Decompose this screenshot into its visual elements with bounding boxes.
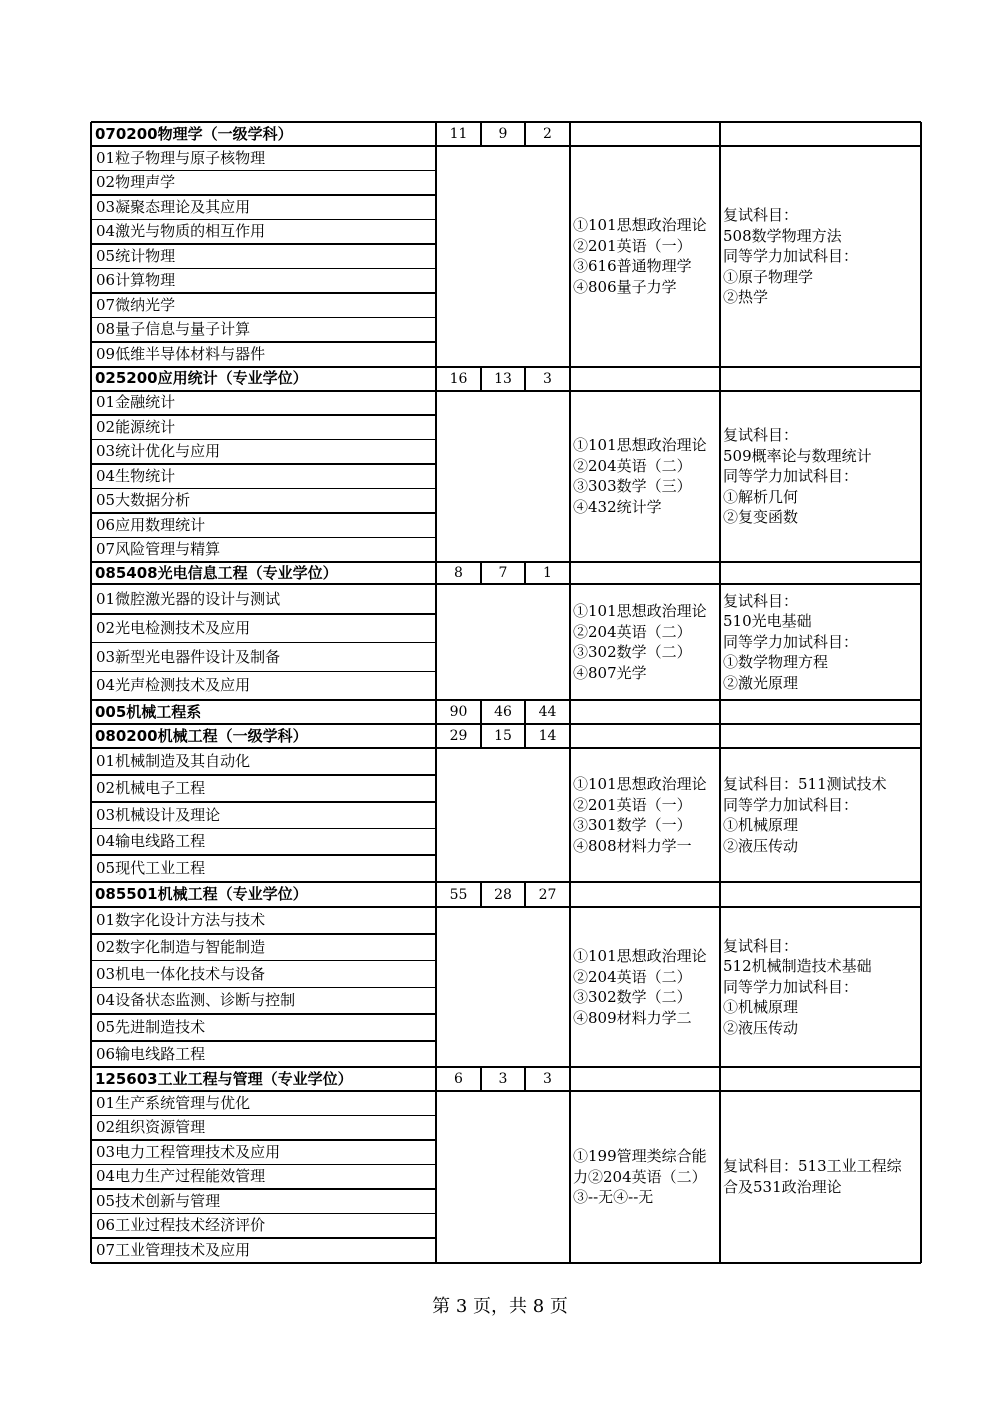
direction-item: 06输电线路工程 xyxy=(96,1044,206,1063)
exam-subject-line: ②201英语（一） xyxy=(573,795,692,814)
grid-line xyxy=(920,1067,922,1263)
grid-line xyxy=(435,700,437,724)
direction-item: 04生物统计 xyxy=(96,466,176,485)
grid-line xyxy=(90,724,92,882)
exam-subjects xyxy=(570,748,720,882)
exam-subject-line: ①101思想政治理论 xyxy=(573,216,707,235)
direction-item: 07风险管理与精算 xyxy=(96,540,221,559)
grid-line xyxy=(719,724,721,882)
exam-subject-line: ③303数学（三） xyxy=(573,477,692,496)
grid-line xyxy=(524,700,526,724)
retest-subject-line: ①原子物理学 xyxy=(723,267,814,286)
grid-line xyxy=(569,700,571,724)
exam-subject-line: ④808材料力学一 xyxy=(573,836,692,855)
exam-subjects xyxy=(570,146,720,367)
enroll-recommended-count: 28 xyxy=(494,886,512,903)
direction-item: 01生产系统管理与优化 xyxy=(96,1093,251,1112)
retest-subject-line: 同等学力加试科目： xyxy=(723,795,859,814)
major-header: 085501机械工程（专业学位） xyxy=(95,885,308,903)
exam-subject-line: ④806量子力学 xyxy=(573,277,677,296)
grid-line xyxy=(435,724,437,882)
direction-item: 05先进制造技术 xyxy=(96,1018,206,1036)
grid-line xyxy=(524,367,526,391)
grid-line xyxy=(569,122,571,367)
enroll-recommended-count: 46 xyxy=(494,704,512,720)
grid-line xyxy=(920,122,922,367)
retest-subject-line: 复试科目： xyxy=(723,206,799,224)
direction-item: 02光电检测技术及应用 xyxy=(96,618,251,637)
retest-subject-line: ①解析几何 xyxy=(723,487,799,506)
major-header: 125603工业工程与管理（专业学位） xyxy=(95,1069,353,1088)
retest-subject-line: ①机械原理 xyxy=(723,998,799,1017)
direction-item: 02能源统计 xyxy=(96,417,176,436)
direction-item: 06计算物理 xyxy=(96,271,176,290)
direction-item: 01金融统计 xyxy=(96,393,176,412)
grid-line xyxy=(524,122,526,146)
direction-item: 03机械设计及理论 xyxy=(96,805,221,824)
grid-line xyxy=(90,122,92,367)
exam-subject-line: ④807光学 xyxy=(573,663,647,682)
direction-item: 05统计物理 xyxy=(96,246,176,265)
exam-subject-line: ③616普通物理学 xyxy=(573,257,692,276)
exam-subjects xyxy=(570,584,720,700)
direction-item: 04激光与物质的相互作用 xyxy=(96,222,266,241)
direction-item: 03凝聚态理论及其应用 xyxy=(96,197,251,216)
direction-item: 04光声检测技术及应用 xyxy=(96,676,251,695)
grid-line xyxy=(719,882,721,1067)
retest-subject-line: 同等学力加试科目： xyxy=(723,467,859,485)
retest-subject-line: 复试科目：511测试技术 xyxy=(723,775,887,793)
grid-line xyxy=(569,1067,571,1263)
direction-item: 02组织资源管理 xyxy=(96,1118,206,1137)
direction-item: 03新型光电器件设计及制备 xyxy=(96,647,281,666)
grid-line xyxy=(569,562,571,700)
exam-subject-line: ③--无④--无 xyxy=(573,1188,654,1206)
major-header: 005机械工程系 xyxy=(95,702,202,721)
grid-line xyxy=(920,700,922,724)
retest-subjects xyxy=(720,1091,921,1263)
exam-subject-line: ③301数学（一） xyxy=(573,816,692,834)
direction-item: 05技术创新与管理 xyxy=(96,1191,221,1210)
direction-item: 09低维半导体材料与器件 xyxy=(96,344,266,363)
grid-line xyxy=(524,882,526,907)
enroll-total-count: 29 xyxy=(449,728,468,744)
retest-subjects xyxy=(720,748,921,882)
enroll-recommended-count: 9 xyxy=(498,126,508,142)
enroll-unified-count: 3 xyxy=(543,1071,552,1087)
direction-item: 05现代工业工程 xyxy=(96,859,206,877)
major-header: 070200物理学（一级学科） xyxy=(95,124,293,143)
major-header: 080200机械工程（一级学科） xyxy=(95,726,308,745)
enroll-unified-count: 14 xyxy=(538,728,557,744)
grid-line xyxy=(480,700,482,724)
grid-line xyxy=(569,367,571,563)
exam-subject-line: ①101思想政治理论 xyxy=(573,947,707,965)
enroll-unified-count: 2 xyxy=(543,126,552,142)
enroll-recommended-count: 7 xyxy=(498,565,508,581)
grid-line xyxy=(719,367,721,563)
direction-item: 02数字化制造与智能制造 xyxy=(96,937,266,956)
retest-subject-line: 合及531政治理论 xyxy=(723,1177,842,1196)
grid-line xyxy=(719,122,721,367)
direction-item: 01机械制造及其自动化 xyxy=(96,752,251,770)
enroll-recommended-count: 13 xyxy=(494,370,512,387)
direction-item: 07工业管理技术及应用 xyxy=(96,1240,251,1259)
exam-subject-line: ①199管理类综合能 xyxy=(573,1147,707,1165)
enroll-total-count: 11 xyxy=(449,126,468,142)
exam-subject-line: ①101思想政治理论 xyxy=(573,436,707,455)
enroll-recommended-count: 3 xyxy=(498,1071,508,1087)
exam-subject-line: ②204英语（二） xyxy=(573,456,692,475)
grid-line xyxy=(480,562,482,584)
retest-subjects xyxy=(720,146,921,367)
retest-subject-line: ②激光原理 xyxy=(723,673,799,692)
direction-item: 07微纳光学 xyxy=(96,295,176,314)
grid-line xyxy=(435,122,437,367)
direction-item: 04电力生产过程能效管理 xyxy=(96,1167,266,1186)
grid-line xyxy=(524,1067,526,1091)
grid-line xyxy=(90,367,92,563)
page-footer: 第 3 页，共 8 页 xyxy=(432,1296,568,1317)
grid-line xyxy=(569,882,571,1067)
enroll-total-count: 90 xyxy=(449,704,468,720)
direction-item: 01微腔激光器的设计与测试 xyxy=(96,589,281,608)
grid-line xyxy=(719,700,721,724)
grid-line xyxy=(480,724,482,748)
grid-line xyxy=(90,562,92,700)
enroll-total-count: 8 xyxy=(454,565,463,581)
direction-item: 02机械电子工程 xyxy=(96,779,206,797)
retest-subject-line: 复试科目： xyxy=(723,936,799,955)
retest-subject-line: ①数学物理方程 xyxy=(723,653,829,672)
grid-line xyxy=(90,700,92,724)
retest-subject-line: 复试科目： xyxy=(723,426,799,444)
exam-subject-line: ①101思想政治理论 xyxy=(573,602,707,620)
exam-subject-line: 力②204英语（二） xyxy=(573,1167,707,1186)
retest-subjects xyxy=(720,391,921,563)
grid-line xyxy=(719,1067,721,1263)
retest-subjects xyxy=(720,584,921,700)
direction-item: 08量子信息与量子计算 xyxy=(96,320,251,339)
direction-item: 01数字化设计方法与技术 xyxy=(96,911,266,929)
retest-subject-line: 同等学力加试科目： xyxy=(723,632,859,651)
exam-subjects xyxy=(570,391,720,563)
retest-subject-line: ①机械原理 xyxy=(723,816,799,834)
enroll-unified-count: 3 xyxy=(543,370,552,387)
enroll-recommended-count: 15 xyxy=(494,728,512,744)
grid-line xyxy=(920,562,922,700)
enroll-total-count: 6 xyxy=(454,1071,463,1087)
exam-subject-line: ②204英语（二） xyxy=(573,967,692,986)
major-header: 025200应用统计（专业学位） xyxy=(95,369,308,387)
direction-item: 01粒子物理与原子核物理 xyxy=(96,148,266,167)
exam-subject-line: ②201英语（一） xyxy=(573,236,692,255)
direction-item: 03电力工程管理技术及应用 xyxy=(96,1142,281,1161)
grid-line xyxy=(435,882,437,1067)
grid-line xyxy=(480,122,482,146)
enroll-unified-count: 44 xyxy=(538,704,557,720)
major-header: 085408光电信息工程（专业学位） xyxy=(95,563,338,582)
enroll-total-count: 55 xyxy=(449,886,468,903)
exam-subject-line: ①101思想政治理论 xyxy=(573,775,707,793)
retest-subject-line: 同等学力加试科目： xyxy=(723,977,859,996)
grid-line xyxy=(480,367,482,391)
exam-subject-line: ③302数学（二） xyxy=(573,643,692,661)
grid-line xyxy=(920,724,922,882)
grid-line xyxy=(435,1067,437,1263)
grid-line xyxy=(569,724,571,882)
grid-line xyxy=(920,882,922,1067)
direction-item: 04设备状态监测、诊断与控制 xyxy=(96,991,296,1010)
retest-subject-line: 508数学物理方法 xyxy=(723,226,842,245)
exam-subjects xyxy=(570,1091,720,1263)
direction-item: 05大数据分析 xyxy=(96,491,191,510)
retest-subject-line: 512机械制造技术基础 xyxy=(723,957,872,976)
direction-item: 06工业过程技术经济评价 xyxy=(96,1216,266,1235)
enroll-unified-count: 27 xyxy=(538,886,557,903)
exam-subject-line: ②204英语（二） xyxy=(573,622,692,641)
grid-line xyxy=(920,367,922,563)
retest-subject-line: ②液压传动 xyxy=(723,1018,799,1037)
exam-subject-line: ③302数学（二） xyxy=(573,988,692,1006)
direction-item: 03统计优化与应用 xyxy=(96,442,221,461)
direction-item: 02物理声学 xyxy=(96,173,176,192)
retest-subject-line: 同等学力加试科目： xyxy=(723,247,859,265)
grid-line xyxy=(90,882,92,1067)
retest-subjects xyxy=(720,907,921,1067)
direction-item: 06应用数理统计 xyxy=(96,515,206,534)
grid-line xyxy=(524,562,526,584)
retest-subject-line: 509概率论与数理统计 xyxy=(723,446,872,465)
retest-subject-line: 复试科目：513工业工程综 xyxy=(723,1157,902,1176)
retest-subject-line: ②热学 xyxy=(723,288,769,306)
direction-item: 03机电一体化技术与设备 xyxy=(96,964,266,983)
grid-line xyxy=(435,367,437,563)
grid-line xyxy=(435,562,437,700)
exam-subject-line: ④432统计学 xyxy=(573,497,662,516)
retest-subject-line: ②复变函数 xyxy=(723,508,799,526)
grid-line xyxy=(90,1067,92,1263)
retest-subject-line: 510光电基础 xyxy=(723,612,812,631)
grid-line xyxy=(524,724,526,748)
enroll-total-count: 16 xyxy=(449,370,468,387)
retest-subject-line: 复试科目： xyxy=(723,591,799,610)
exam-subjects xyxy=(570,907,720,1067)
enroll-unified-count: 1 xyxy=(543,565,552,581)
grid-line xyxy=(480,882,482,907)
grid-line xyxy=(719,562,721,700)
direction-item: 04输电线路工程 xyxy=(96,832,206,851)
retest-subject-line: ②液压传动 xyxy=(723,836,799,855)
grid-line xyxy=(480,1067,482,1091)
exam-subject-line: ④809材料力学二 xyxy=(573,1008,692,1027)
